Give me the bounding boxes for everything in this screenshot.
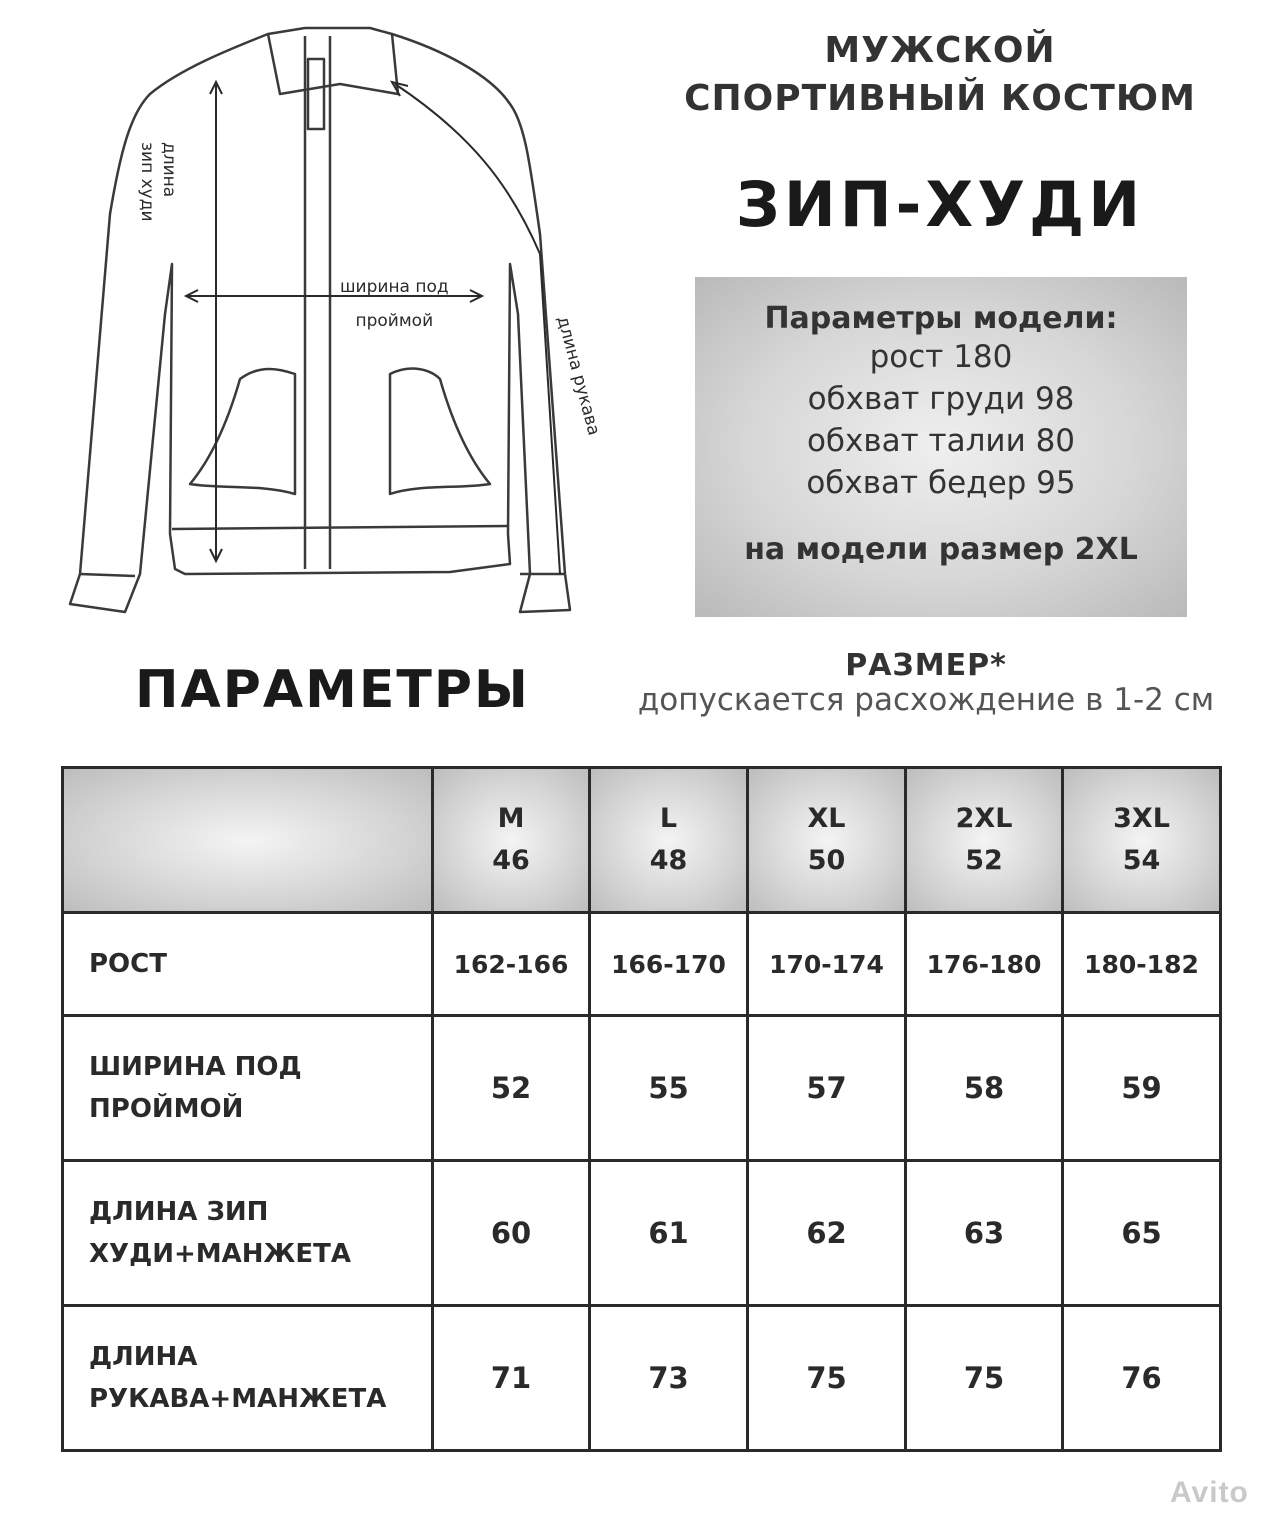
length-label: [136, 142, 180, 222]
table-cell: 57: [748, 1016, 906, 1161]
table-cell: 60: [433, 1161, 590, 1306]
table-cell: 65: [1063, 1161, 1221, 1306]
table-row: [63, 1016, 1221, 1161]
table-cell: 71: [433, 1306, 590, 1451]
size-col-header: [433, 768, 590, 913]
model-hips: обхват бедер 95: [806, 465, 1076, 501]
row-label: [63, 1306, 433, 1451]
sleeve-label: длина рукава: [552, 314, 604, 438]
size-heading-note: допускается расхождение в 1-2 см: [637, 682, 1215, 718]
jacket-drawing: [40, 14, 600, 634]
row-label-line: РОСТ: [89, 949, 167, 979]
table-cell: 176-180: [906, 913, 1063, 1016]
row-label-line: РУКАВА+МАНЖЕТА: [89, 1384, 387, 1414]
length-label-line2: зип худи: [137, 142, 157, 222]
table-cell: 52: [433, 1016, 590, 1161]
row-label-line: ШИРИНА ПОД: [89, 1052, 302, 1082]
table-cell: 61: [590, 1161, 748, 1306]
model-params-box: [695, 277, 1187, 617]
title-line1: МУЖСКОЙ: [824, 30, 1056, 71]
row-label-line: ХУДИ+МАНЖЕТА: [89, 1239, 351, 1269]
avito-watermark: Avito: [1170, 1476, 1249, 1509]
table-cell: 170-174: [748, 913, 906, 1016]
size-col-header: [748, 768, 906, 913]
size-number: 54: [1122, 845, 1161, 876]
table-cell: 55: [590, 1016, 748, 1161]
size-letter: L: [659, 803, 678, 834]
size-col-header: [906, 768, 1063, 913]
table-row: [63, 1161, 1221, 1306]
size-number: 48: [649, 845, 688, 876]
header-corner: [63, 768, 433, 913]
size-table: [61, 766, 1222, 1452]
size-letter: 2XL: [955, 803, 1013, 834]
table-cell: 162-166: [433, 913, 590, 1016]
table-cell: 75: [906, 1306, 1063, 1451]
model-height: рост 180: [869, 339, 1013, 375]
row-label: [63, 1161, 433, 1306]
size-number: 52: [965, 845, 1003, 876]
size-heading-title: РАЗМЕР*: [845, 648, 1007, 683]
size-number: 50: [807, 845, 846, 876]
product-title: ЗИП-ХУДИ: [735, 168, 1145, 241]
table-row: [63, 1306, 1221, 1451]
model-params-title: Параметры модели:: [764, 301, 1118, 336]
jacket-sketch: [40, 14, 604, 634]
model-chest: обхват груди 98: [807, 381, 1075, 417]
row-label-line: ПРОЙМОЙ: [89, 1094, 244, 1124]
params-heading: ПАРАМЕТРЫ: [135, 660, 530, 720]
length-label-line1: длина: [159, 142, 179, 198]
width-label-line1: ширина под: [340, 277, 449, 297]
size-letter: 3XL: [1113, 803, 1170, 834]
size-letter: M: [497, 803, 525, 834]
width-label-line2: проймой: [355, 311, 434, 331]
size-col-header: [590, 768, 748, 913]
table-row: [63, 913, 1221, 1016]
table-cell: 58: [906, 1016, 1063, 1161]
title-line2: СПОРТИВНЫЙ КОСТЮМ: [684, 78, 1196, 119]
model-size: на модели размер 2XL: [744, 532, 1138, 567]
size-col-header: [1063, 768, 1221, 913]
width-label: [340, 270, 449, 338]
table-cell: 73: [590, 1306, 748, 1451]
table-cell: 75: [748, 1306, 906, 1451]
row-label-line: ДЛИНА ЗИП: [89, 1197, 269, 1227]
table-cell: 180-182: [1063, 913, 1221, 1016]
table-cell: 76: [1063, 1306, 1221, 1451]
table-cell: 62: [748, 1161, 906, 1306]
table-header-row: [63, 768, 1221, 913]
row-label-line: ДЛИНА: [89, 1342, 198, 1372]
table-cell: 59: [1063, 1016, 1221, 1161]
size-number: 46: [492, 845, 530, 876]
row-label: [63, 1016, 433, 1161]
model-waist: обхват талии 80: [806, 423, 1076, 459]
row-label: [63, 913, 433, 1016]
size-letter: XL: [807, 803, 846, 834]
table-cell: 166-170: [590, 913, 748, 1016]
table-cell: 63: [906, 1161, 1063, 1306]
size-heading: [600, 648, 1252, 717]
